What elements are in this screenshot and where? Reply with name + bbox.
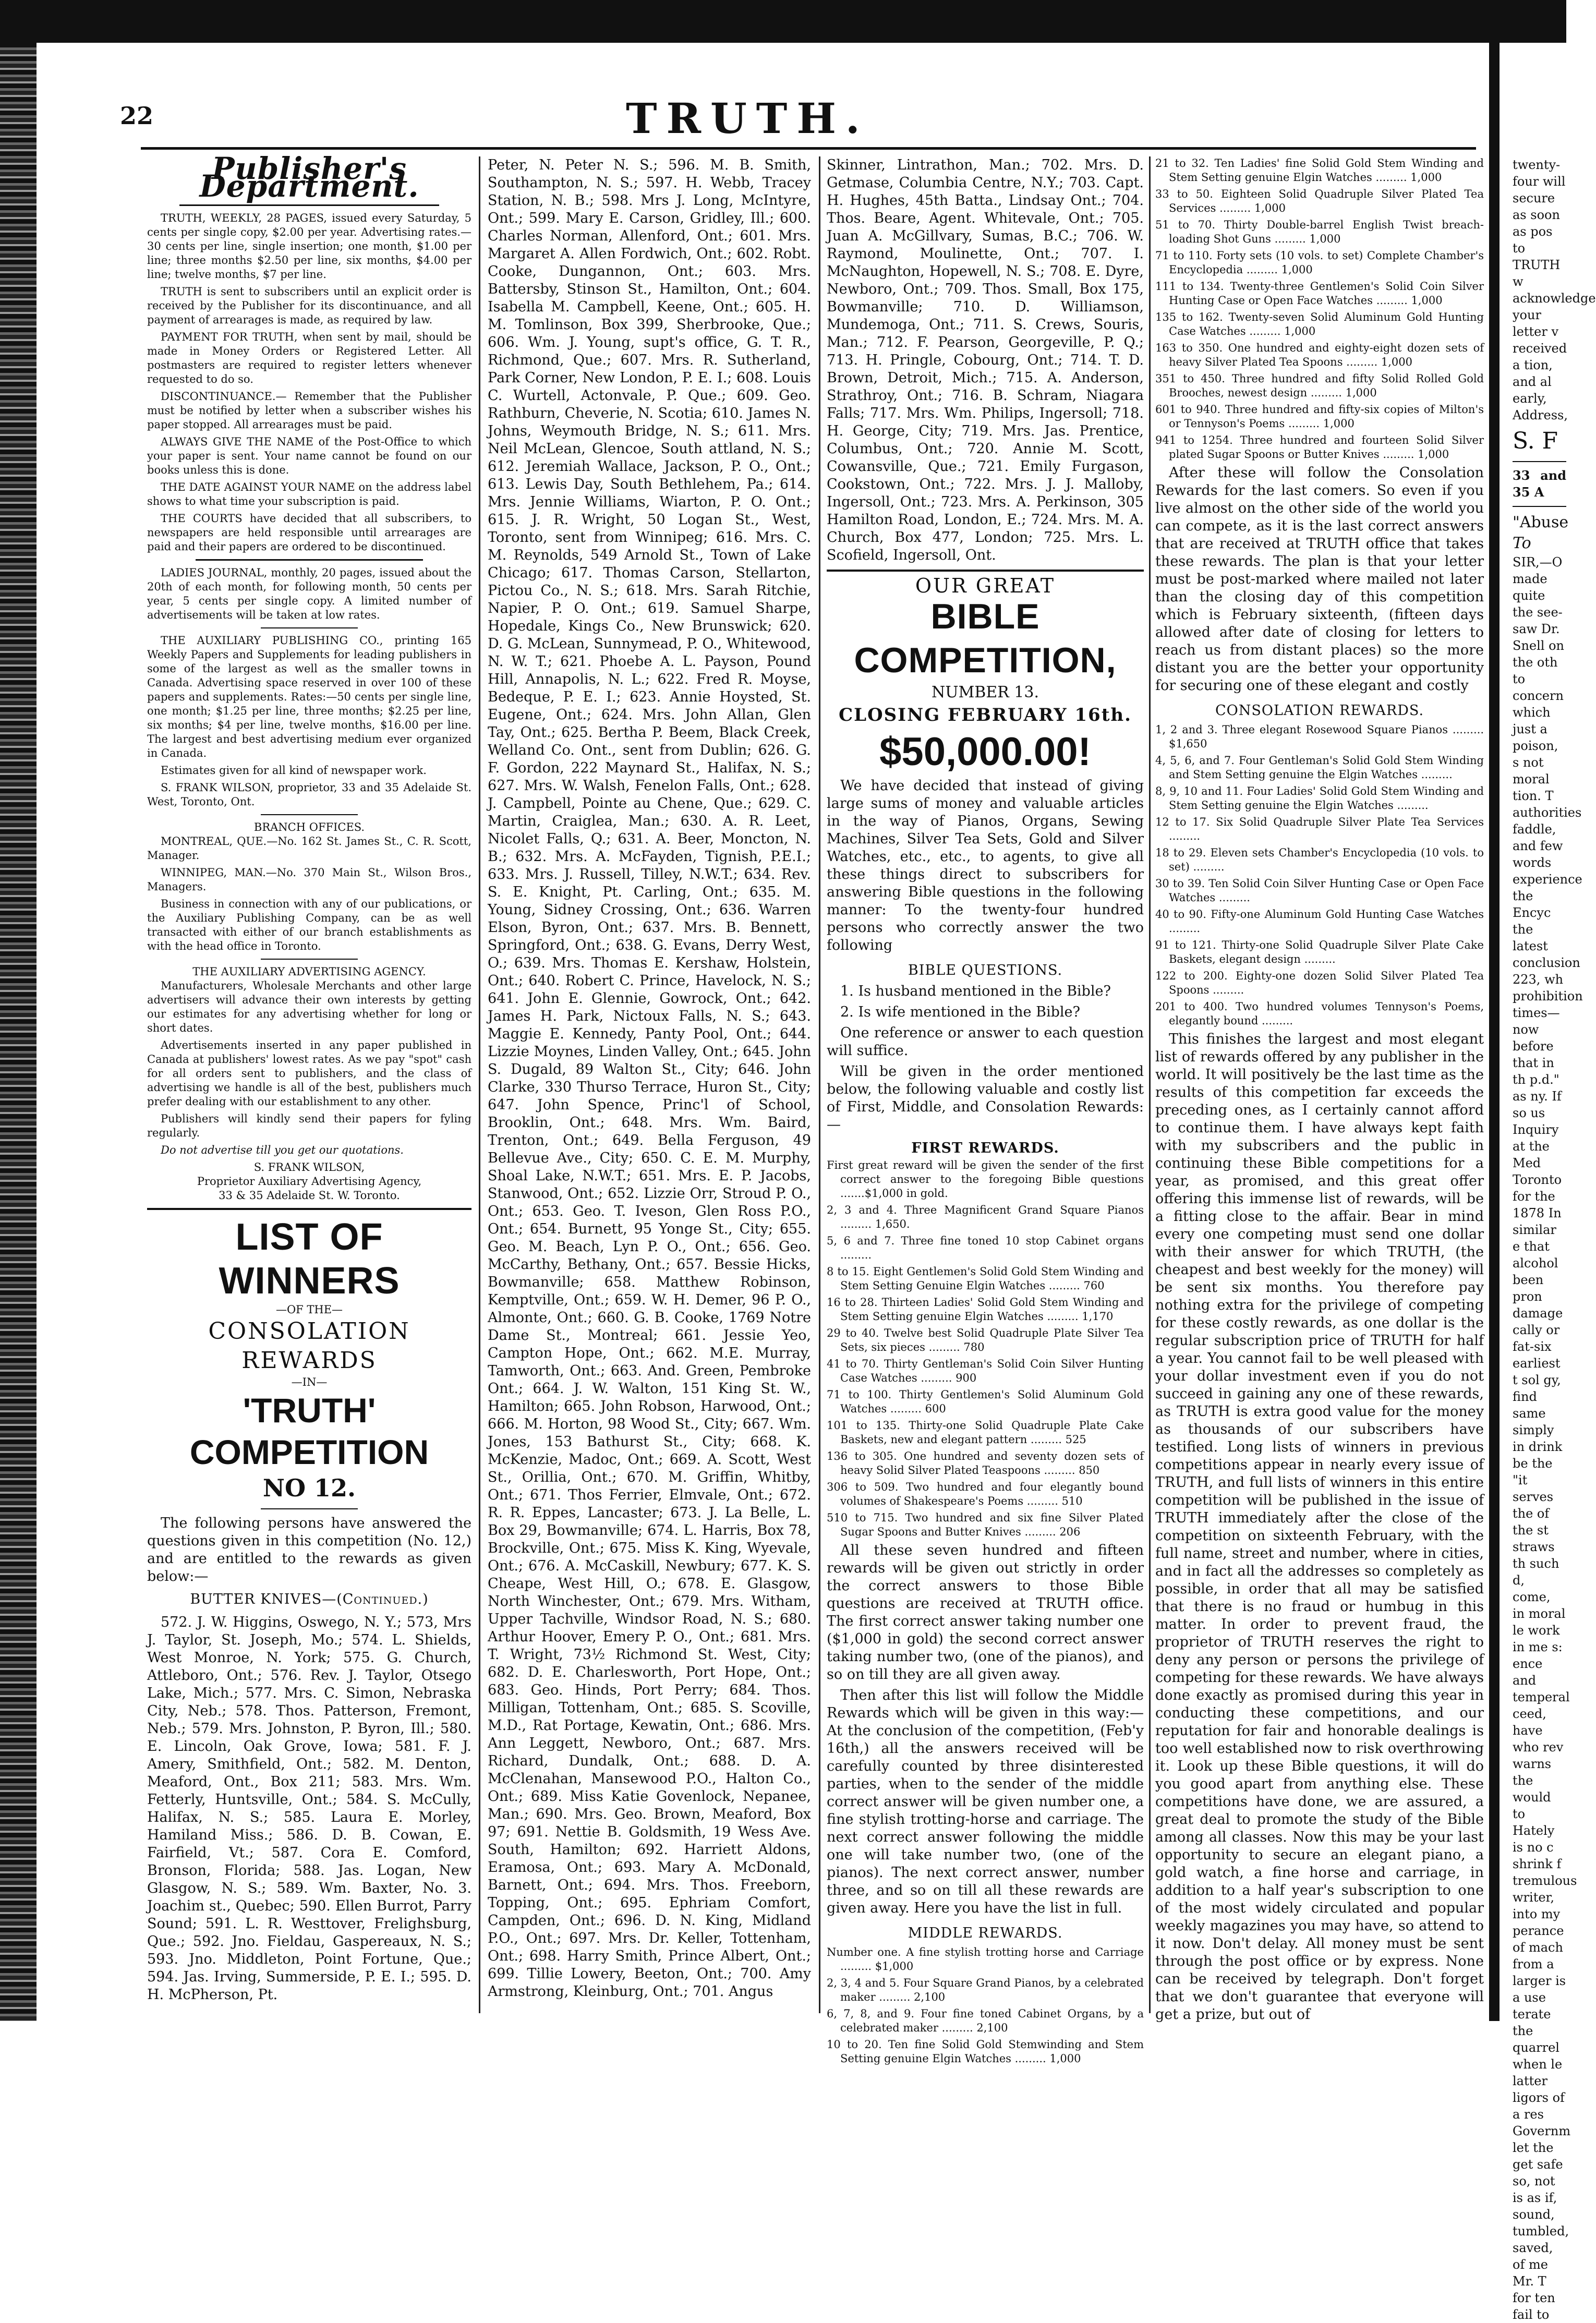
branch-business: Business in connection with any of our publications, or the Auxiliary Publishing Company, can be as well transacted with either of our branch establishments as with the head office in Toronto. [147,898,471,952]
consolation-rewards-heading: CONSOLATION REWARDS. [1215,703,1424,719]
consolation-reward-item: 12 to 17. Six Solid Quadruple Silver Plate Tea Services ......... [1155,816,1484,842]
publisher-post-office: ALWAYS GIVE THE NAME of the Post-Office to which your paper is sent. Your name cannot be found on our books unless this is done. [147,435,471,476]
bible-intro: We have decided that instead of giving large sums of money and valuable articles in the way of Pianos, Organs, Sewing Machines, Silver Tea Sets, Gold and Silver Watches, etc., etc., to agents, to give all these things direct to subscribers for answering Bible questions in the following manner: To the twenty-four hundred persons who correctly answer the two following [827,778,1144,953]
cut-off-subheading: To [1513,534,1531,552]
branch-montreal: MONTREAL, QUE.—No. 162 St. James St., C. R. Scott, Manager. [147,835,471,862]
header-rule [141,147,1476,150]
column-rewards [1155,156,1484,2023]
middle-reward-item: 33 to 50. Eighteen Solid Quadruple Silver Plated Tea Services ......... 1,000 [1155,188,1484,214]
cut-off-address: 33 and 35 A [1513,468,1566,500]
winners-of-the: —OF THE— [275,1303,343,1316]
first-reward-item: 136 to 305. One hundred and seventy dozen sets of heavy Solid Silver Plated Teaspoons ......... 850 [827,1450,1144,1477]
estimates: Estimates given for all kind of newspaper work. [161,764,427,777]
middle-reward-item: 21 to 32. Ten Ladies' fine Solid Gold Stem Winding and Stem Setting genuine Elgin Watches ......... 1,000 [1155,157,1484,184]
middle-reward-item: 71 to 110. Forty sets (10 vols. to set) Complete Chamber's Encyclopedia ......... 1,000 [1155,249,1484,276]
signature: 33 & 35 Adelaide St. W. Toronto. [219,1189,400,1202]
bible-question-2: 2. Is wife mentioned in the Bible? [840,1004,1080,1020]
consolation-reward-item: 40 to 90. Fifty-one Aluminum Gold Hunting Case Watches ......... [1155,908,1484,935]
middle-reward-item: 10 to 20. Ten fine Solid Gold Stemwinding and Stem Setting genuine Elgin Watches ......... 1,000 [827,2038,1144,2065]
consolation-reward-item: 122 to 200. Eighty-one dozen Solid Silver Plated Tea Spoons ......... [1155,970,1484,996]
publisher-heading: Publisher's Department. [199,151,419,204]
signature: S. FRANK WILSON, [253,1161,365,1173]
middle-reward-item: 941 to 1254. Three hundred and fourteen Solid Silver plated Sugar Spoons or Butter Knives ......... 1,000 [1155,434,1484,461]
signature: Proprietor Auxiliary Advertising Agency, [197,1175,422,1188]
publisher-discontinuance: DISCONTINUANCE.— Remember that the Publisher must be notified by letter when a subscriber wishes his paper stopped. All arrearages must be paid. [147,390,471,431]
winners-intro: The following persons have answered the questions given in this competition (No. 12,) and are entitled to the rewards as given below:— [147,1515,471,1584]
divider [179,204,439,206]
agency-text: Do not advertise till you get our quotations. [161,1144,404,1156]
branch-winnipeg: WINNIPEG, MAN.—No. 370 Main St., Wilson Bros., Managers. [147,866,471,893]
divider [261,1508,358,1509]
column-bible-competition [827,156,1144,2065]
bible-one-reference: One reference or answer to each question will suffice. [827,1025,1144,1059]
divider [827,570,1144,572]
winners-number: NO 12. [262,1474,356,1502]
consolation-reward-item: 201 to 400. Two hundred volumes Tennyson's Poems, elegantly bound ......... [1155,1000,1484,1027]
bible-questions-heading: BIBLE QUESTIONS. [908,962,1063,978]
auxiliary-publishing: THE AUXILIARY PUBLISHING CO., printing 165 Weekly Papers and Supplements for leading publishers in some of the largest as well as the smaller towns in Canada. Advertising space reserved in over 100 of these papers and supplements. Rates:—50 cents per single line, one month; $1.25 per line, three months; $2.25 per line, six months; $4 per line, twelve months, $16.00 per line. The largest and best advertising medium ever organized in Canada. [147,634,471,759]
cut-off-text: twenty-four will secure as soon as pos to TRUTH w acknowledge your letter v received a tion, and al early, Address, [1513,158,1596,422]
consolation-reward-item: 91 to 121. Thirty-one Solid Quadruple Silver Plate Cake Baskets, elegant design ......... [1155,939,1484,965]
consolation-intro: After these will follow the Consolation Rewards for the last comers. So even if you live almost on the other side of the world you can compete, as it is the last correct answers that are received at TRUTH office that takes these rewards. The plan is that your letter must be post-marked where mailed not later than the closing day of this competition which is February sixteenth, (fifteen days allowed after date of closing for letters to reach us from distant places) so the more distant you are the better your opportunity for securing one of these elegant and costly [1155,465,1484,694]
first-reward-item: 41 to 70. Thirty Gentleman's Solid Coin Silver Hunting Case Watches ......... 900 [827,1358,1144,1384]
winners-in: —IN— [291,1376,328,1388]
bible-question-1: 1. Is husband mentioned in the Bible? [840,983,1111,999]
prize-amount: $50,000.00! [879,730,1091,774]
closing-text: This finishes the largest and most elegant list of rewards offered by any publisher in the world. It will positively be the last time as the results of this competition far exceeds the preceding ones, as I certainly cannot afford to continue them. I have always kept faith with my subscribers and the public in continuing these Bible competitions for a year, as promised, and this great offer offering this immense list of rewards, will be a fitting close to the affair. Bear in mind every one competing must send one dollar with their answer for which TRUTH, (the cheapest and best weekly for the money) will be sent six months. You therefore pay nothing extra for the privilege of competing for these costly rewards, as one dollar is the regular subscription price of TRUTH for half a year. You cannot fail to be well pleased with your dollar investment even if you do not succeed in gaining any one of these rewards, as TRUTH is extra good value for the money as thousands of our subscribers have testified. Long lists of winners in previous competitions appear in nearly every issue of TRUTH, and full lists of winners in this entire competition will be published in the issue of TRUTH immediately after the close of the competition on sixteenth February, with the full name, street and number, where in cities, and in fact all the addresses so completely as possible, in order that all may be satisfied that there is no fraud or humbug in this matter. In order to prevent fraud, the proprietor of TRUTH reserves the right to deny any person or persons the privilege of competing for these rewards. We have always done exactly as promised during this year in conducting these competitions, and our reputation for fair and honorable dealings is too well established now to risk overthrowing it. Look up these Bible questions, it will do you good apart from anything else. These competitions have done, we are assured, a great deal to promote the study of the Bible among all classes. Now this may be your last opportunity to secure an elegant piano, a gold watch, a fine horse and carriage, in addition to a half year's subscription to one of the most widely circulated and popular weekly magazines you may have, so attend to it now. Don't delay. All money must be sent through the post office or by express. None can be received by telegraph. Don't forget that we don't guarantee that everyone will get a prize, but out of [1155,1031,1484,2023]
branch-heading: BRANCH OFFICES. [253,821,365,833]
divider [261,959,358,960]
cut-off-signature: S. F [1513,428,1558,454]
first-reward-item: 101 to 135. Thirty-one Solid Quadruple Plate Cake Baskets, new and elegant pattern ......... 525 [827,1419,1144,1446]
first-reward-item: 2, 3 and 4. Three Magnificent Grand Square Pianos ......... 1,650. [827,1204,1144,1230]
first-reward-item: 5, 6 and 7. Three fine toned 10 stop Cabinet organs ......... [827,1235,1144,1261]
consolation-reward-item: 8, 9, 10 and 11. Four Ladies' Solid Gold Stem Winding and Stem Setting genuine the Elgin Watches ......... [1155,785,1484,812]
winners-competition: 'TRUTH' COMPETITION [189,1391,429,1471]
winners-list: Peter, N. Peter N. S.; 596. M. B. Smith, Southampton, N. S.; 597. H. Webb, Tracey Station, N. B.; 598. Mrs J. Long, McIntyre, Ont.; 599. Mary E. Carson, Gridley, Ill.; 600. Charles Norman, Allenford, Ont.; 601. Mrs. Margaret A. Allen Fordwich, Ont.; 602. Robt. Cooke, Dungannon, Ont.; 603. Mrs. Battersby, Stinson St., Hamilton, Ont.; 604. Isabella M. Campbell, Keene, Ont.; 605. H. M. Tomlinson, Box 399, Sherbrooke, Que.; 606. Wm. J. Young, supt's office, G. T. R., Richmond, Que.; 607. Mrs. R. Sutherland, Park Corner, New London, P. E. I.; 608. Louis C. Wurtell, Actonvale, P. Que.; 609. Geo. Rathburn, Cheverie, N. Scotia; 610. James N. Johns, Weymouth Bridge, N. S.; 611. Mrs. Neil McLean, Glencoe, South attland, N. S.; 612. Jeremiah Wallace, Jackson, P. O., Ont.; 613. Lewis Day, South Bethlehem, Pa.; 614. Mrs. Jennie Williams, Wiarton, P. O. Ont.; 615. J. R. Wright, 50 Logan St., West, Toronto, sent from Winnipeg; 616. Mrs. C. M. Reynolds, 549 Arnold St., Town of Lake Chicago; 617. Thomas Carson, Stellarton, Pictou Co., N. S.; 618. Mrs. Sarah Ritchie, Napier, P. O. Ont.; 619. Samuel Sharpe, Hopedale, Kings Co., New Brunswick; 620. D. G. McLean, Sunnymead, P. O., Whitewood, N. W. T.; 621. Phoebe A. L. Payson, Pound Hill, Annapolis, N. L.; 622. Fred R. Moyse, Bedeque, P. E. I.; 623. Annie Hoysted, St. Eugene, Ont.; 624. Mrs. John Allan, Glen Tay, Ont.; 625. Bertha P. Beem, Black Creek, Welland Co. Ont., sent from Dublin; 626. G. F. Gordon, 222 Maynard St., Halifax, N. S.; 627. Mrs. W. Walsh, Fenelon Falls, Ont.; 628. J. Campbell, Pointe au Chene, Que.; 629. C. Martin, Craiglea, Man.; 630. A. R. Leet, Nicolet Falls, Q.; 631. A. Beer, Moncton, N. B.; 632. Mrs. A. McFayden, Tignish, P.E.I.; 633. Mrs. J. Russell, Tilley, N.W.T.; 634. Rev. S. E. Knight, Pt. Carling, Ont.; 635. M. Young, Sidney Crossing, Ont.; 636. Warren Elson, Byron, Ont.; 637. Mrs. B. Bennett, Springford, Ont.; 638. G. Evans, Derry West, O.; 639. Mrs. Thomas E. Kershaw, Holstein, Ont.; 640. Robert C. Prince, Havelock, N. S.; 641. John E. Glennie, Gowrock, Ont.; 642. James H. Park, Nictoux Falls, N. S.; 643. Maggie E. Kennedy, Panty Pool, Ont.; 644. Lizzie Moynes, Linden Valley, Ont.; 645. John S. Dugald, 89 Walton St., City; 646. John Clarke, 330 Thurso Terrace, Huron St., City; 647. John Spence, Princ'l of School, Brooklin, Ont.; 648. Mrs. Wm. Baird, Trenton, Ont.; 649. Bella Ferguson, 49 Bellevue Ave., City; 650. C. E. M. Murphy, Shoal Lake, N.W.T.; 651. Mrs. E. P. Jacobs, Stanwood, Ont.; 652. Lizzie Orr, Stroud P. O., Ont.; 653. Geo. T. Iveson, Glen Ross P.O., Ont.; 654. Burnett, 95 Yonge St., City; 655. Geo. M. Beach, Lyn P. O., Ont.; 656. Geo. McCarthy, Bethany, Ont.; 657. Bessie Hicks, Bowmanville; 658. Matthew Robinson, Kemptville, Ont.; 659. W. H. Demer, 96 P. O., Almonte, Ont.; 660. G. B. Cooke, 1769 Notre Dame St., Montreal; 661. Jessie Yeo, Campton Hope, Ont.; 662. M.E. Murray, Tamworth, Ont.; 663. And. Green, Pembroke Ont.; 664. J. W. Walton, 151 King St. W., Hamilton; 665. John Robson, Harwood, Ont.; 666. M. Horton, 98 Wood St., City; 667. Wm. Jones, 153 Bathurst St., City; 668. K. McKenzie, Madoc, Ont.; 669. A. Scott, West St., Orillia, Ont.; 670. M. Griffin, Whitby, Ont.; 671. Thos Ferrier, Elmvale, Ont.; 672. R. R. Eppes, Lancaster; 673. J. La Belle, L. Box 29, Bowmanville; 674. L. Harris, Box 78, Brockville, Ont.; 675. Miss K. King, Wyevale, Ont.; 676. A. McCaskill, Newbury; 677. K. S. Cheape, West Hill, O.; 678. E. Glasgow, North Winchester, Ont.; 679. Mrs. Witham, Upper Tachville, Windsor Road, N. S.; 680. Arthur Hoover, Emery P. O., Ont.; 681. Mrs. T. Wright, 73½ Richmond St. West, City; 682. D. E. Charlesworth, Port Hope, Ont.; 683. Geo. Hinds, Port Perry; 684. Thos. Milligan, Tottenham, Ont.; 685. S. Scoville, M.D., Rat Portage, Kewatin, Ont.; 686. Mrs. Ann Leggett, Newboro, Ont.; 687. Mrs. Richard, Dundalk, Ont.; 688. D. A. McClenahan, Mansewood P.O., Halton Co., Ont.; 689. Miss Katie Govenlock, Nepanee, Man.; 690. Mrs. Geo. Brown, Meaford, Box 97; 691. Nettie B. Goldsmith, 19 Wess Ave. South, Hamilton; 692. Harriett Aldons, Eramosa, Ont.; 693. Mary A. McDonald, Barnett, Ont.; 694. Mrs. Thos. Freeborn, Topping, Ont.; 695. Ephriam Comfort, Campden, Ont.; 696. D. N. King, Midland P.O., Ont.; 697. Mrs. Dr. Keller, Tottenham, Ont.; 698. Harry Smith, Prince Albert, Ont.; 699. Tillie Lowery, Beeton, Ont.; 700. Amy Armstrong, Kleinburg, Ont.; 701. Angus [488,157,811,2000]
consolation-reward-item: 4, 5, 6, and 7. Four Gentleman's Solid Gold Stem Winding and Stem Setting genuine the Elgin Watches ......... [1155,754,1484,781]
middle-reward-item: 111 to 134. Twenty-three Gentlemen's Solid Coin Silver Hunting Case or Open Face Watches ......... 1,000 [1155,280,1484,307]
page-number: 22 [120,102,154,130]
column-rule [1149,156,1151,2013]
column-divider-gutter [1489,43,1500,2021]
masthead-title: TRUTH. [626,94,869,143]
column-rule [819,156,820,2013]
scan-left-binding [0,43,37,2021]
divider [1513,506,1566,507]
first-reward-item: 29 to 40. Twelve best Solid Quadruple Plate Silver Tea Sets, six pieces ......... 780 [827,1327,1144,1353]
first-rewards-heading: FIRST REWARDS. [911,1140,1059,1156]
bible-closing: CLOSING FEBRUARY 16th. [839,705,1132,725]
winners-consolation: CONSOLATION REWARDS [208,1318,410,1374]
publisher-payment: PAYMENT FOR TRUTH, when sent by mail, should be made in Money Orders or Registered Letter. All postmasters are required to register letters whenever requested to do so. [147,331,471,385]
agency-text: Advertisements inserted in any paper published in Canada at publishers' lowest rates. As we pay "spot" cash for all orders sent to publishers, and the class of advertising we handle is all of the best, publishers much prefer dealing with our establishment to any other. [147,1039,471,1108]
middle-reward-item: 601 to 940. Three hundred and fifty-six copies of Milton's or Tennyson's Poems ......... 1,000 [1155,403,1484,430]
divider [1513,461,1566,462]
middle-reward-item: 351 to 450. Three hundred and fifty Solid Rolled Gold Brooches, newest design ......... 1,000 [1155,372,1484,399]
first-reward-item: 16 to 28. Thirteen Ladies' Solid Gold Stem Winding and Stem Setting genuine Elgin Watches ......... 1,170 [827,1296,1144,1323]
column-winners [488,156,811,2013]
column-publisher [147,151,471,2013]
agency-text: Manufacturers, Wholesale Merchants and other large advertisers will advance their own interests by getting our estimates for any advertising whether for long or short dates. [147,979,471,1034]
bible-rewards-intro: Will be given in the order mentioned below, the following valuable and costly list of First, Middle, and Consolation Rewards:— [827,1063,1144,1133]
our-great: OUR GREAT [915,574,1056,597]
winners-list: 572. J. W. Higgins, Oswego, N. Y.; 573, Mrs J. Taylor, St. Joseph, Mo.; 574. L. Shields, West Monroe, N. York; 575. G. Church, Attleboro, Ont.; 576. Rev. J. Taylor, Otsego Lake, Mich.; 577. Mrs. C. Simon, Nebraska City, Neb.; 578. Thos. Patterson, Fremont, Neb.; 579. Mrs. Johnston, P. Byron, Ill.; 580. E. Lincoln, Oak Grove, Iowa; 581. F. J. Amery, Smithfield, Ont.; 582. M. Denton, Meaford, Ont., Box 211; 583. Mrs. Wm. Fetterly, Huntsville, Ont.; 584. S. McCully, Halifax, N. S.; 585. Laura E. Morley, Hamiland Miss.; 586. D. B. Cowan, E. Fairfield, Vt.; 587. Cora E. Comford, Bronson, Florida; 588. Jas. Logan, New Glasgow, N. S.; 589. Wm. Baxter, No. 3. Joachim st., Quebec; 590. Ellen Burrot, Parry Sound; 591. L. R. Westtover, Frelighsburg, Que.; 592. Jno. Fieldau, Gaspereaux, N. S.; 593. Jno. Middleton, Point Fortune, Que.; 594. Jas. Irving, Summerside, P. E. I.; 595. D. H. McPherson, Pt. [147,1614,471,2003]
bible-number: NUMBER 13. [931,683,1039,701]
cut-off-heading: "Abuse [1513,513,1569,531]
middle-reward-item: 163 to 350. One hundred and eighty-eight dozen sets of heavy Silver Plated Tea Spoons ......... 1,000 [1155,342,1484,368]
middle-reward-item: 51 to 70. Thirty Double-barrel English Twist breach-loading Shot Guns ......... 1,000 [1155,219,1484,245]
scan-top-border [0,0,1566,43]
consolation-reward-item: 30 to 39. Ten Solid Coin Silver Hunting Case or Open Face Watches ......... [1155,877,1484,904]
column-rule [479,156,480,2013]
publisher-date: THE DATE AGAINST YOUR NAME on the address label shows to what time your subscription is paid. [147,481,471,507]
first-reward-item: 71 to 100. Thirty Gentlemen's Solid Aluminum Gold Watches ......... 600 [827,1388,1144,1415]
proprietor: S. FRANK WILSON, proprietor, 33 and 35 Adelaide St. West, Toronto, Ont. [147,781,471,808]
middle-reward-item: 135 to 162. Twenty-seven Solid Aluminum Gold Hunting Case Watches ......... 1,000 [1155,311,1484,337]
first-reward-item: 510 to 715. Two hundred and six fine Silver Plated Sugar Spoons and Butter Knives ......... 206 [827,1511,1144,1538]
divider [261,627,358,628]
middle-reward-item: 6, 7, 8, and 9. Four fine toned Cabinet Organs, by a celebrated maker ......... 2,100 [827,2007,1144,2034]
divider [147,1208,471,1210]
bible-competition-title: BIBLE COMPETITION, [854,597,1117,680]
agency-heading: THE AUXILIARY ADVERTISING AGENCY. [192,965,426,978]
first-reward-item: First great reward will be given the sender of the first correct answer to the foregoing Bible questions .......$1,000 in gold. [827,1159,1144,1200]
first-reward-item: 8 to 15. Eight Gentlemen's Solid Gold Stem Winding and Stem Setting Genuine Elgin Watches ......... 760 [827,1265,1144,1292]
publisher-subscription: TRUTH is sent to subscribers until an explicit order is received by the Publisher for its discontinuance, and all payment of arrearages is made, as required by law. [147,285,471,326]
agency-text: Publishers will kindly send their papers for fyling regularly. [147,1112,471,1139]
winners-title: LIST OF WINNERS [219,1216,400,1302]
divider [261,814,358,815]
middle-reward-item: Number one. A fine stylish trotting horse and Carriage ......... $1,000 [827,1946,1144,1973]
consolation-reward-item: 1, 2 and 3. Three elegant Rosewood Square Pianos ......... $1,650 [1155,723,1484,750]
butter-knives-heading: BUTTER KNIVES—(Continued.) [190,1591,429,1607]
middle-rewards-intro: Then after this list will follow the Middle Rewards which will be given in this way:—At the conclusion of the competition, (Feb'y 16th,) all the answers received will be carefully counted by three disinterested parties, when to the sender of the middle correct answer will be given number one, a fine stylish trotting-horse and carriage. The next correct answer following the middle one will take number two, (one of the pianos). The next correct answer, number three, and so on till all these rewards are given away. Here you have the list in full. [827,1687,1144,1916]
divider [196,559,422,561]
publisher-courts: THE COURTS have decided that all subscribers, to newspapers are held responsible until arrearages are paid and their papers are ordered to be discontinued. [147,512,471,553]
consolation-reward-item: 18 to 29. Eleven sets Chamber's Encyclopedia (10 vols. to set) ......... [1155,846,1484,873]
cut-off-letter: SIR,—O made quite the see-saw Dr. Snell on the oth to concern which just a poison, s not moral tion. T authorities faddle, and few words experience the Encyc the latest conclusion 223, wh prohibition times— now before that in th p.d." as ny. If so us Inquiry at the Med Toronto for the 1878 In similar e that alcohol been pron damage cally or fat-six earliest t sol gy, find same simply in drink be the "it serves the of the st straws th such d, come, in moral le work in me s: ence and temperal ceed, have who rev warns the would to Hately is no c shrink f tremulous writer, into my perance of mach from a larger is a use terate the quarrel when le latter ligors of a res Governm let the get safe so, not is as if, sound, tumbled, saved, of me Mr. T for ten fail to [1513,555,1583,2322]
publisher-terms: TRUTH, WEEKLY, 28 PAGES, issued every Saturday, 5 cents per single copy, $2.00 per year. Advertising rates.— 30 cents per line, single insertion; one month, $1.00 per line; three months $2.50 per line, six months, $4.00 per line; twelve months, $7 per line. [147,212,471,281]
seven-hundred-rewards: All these seven hundred and fifteen rewards will be given out strictly in order the correct answers to those Bible questions are received at TRUTH office. The first correct answer taking number one ($1,000 in gold) the second correct answer taking number two, (one of the pianos), and so on till they are all given away. [827,1542,1144,1683]
winners-list: Skinner, Lintrathon, Man.; 702. Mrs. D. Getmase, Columbia Centre, N.Y.; 703. Capt. H. Hughes, 45th Batta., Lindsay Ont.; 704. Thos. Beare, Agent. Whitevale, Ont.; 705. Juan A. McGillvary, Sumas, B.C.; 706. W. Raymond, Moulinette, Ont.; 707. I. McNaughton, Hopewell, N. S.; 708. E. Dyre, Newboro, Ont.; 709. Thos. Small, Box 175, Bowmanville; 710. D. Williamson, Mundemoga, Ont.; 711. S. Crews, Souris, Man.; 712. F. Pearson, Georgeville, P. Q.; 713. H. Pringle, Cobourg, Ont.; 714. T. D. Brown, Detroit, Mich.; 715. A. Anderson, Strathroy, Ont.; 716. B. Schram, Niagara Falls; 717. Mrs. Wm. Philips, Ingersoll; 718. H. George, City; 719. Mrs. Jas. Prentice, Columbus, Ont.; 720. Annie M. Scott, Cowansville, Que.; 721. Emily Furgason, Cookstown, Ont.; 722. Mrs. J. J. Malloby, Ingersoll, Ont.; 723. Mrs. A. Perkinson, 305 Hamilton Road, London, E.; 724. Mrs. M. A. Church, Box 477, London; 725. Mrs. L. Scofield, Ingersoll, Ont. [827,157,1144,563]
column-cut-off [1513,156,1596,2322]
middle-reward-item: 2, 3, 4 and 5. Four Square Grand Pianos, by a celebrated maker ......... 2,100 [827,1977,1144,2003]
ladies-journal: LADIES JOURNAL, monthly, 20 pages, issued about the 20th of each month, for following month, 50 cents per year, 5 cents per single copy. A limited number of advertisements will be taken at low rates. [147,566,471,621]
middle-rewards-heading: MIDDLE REWARDS. [908,1925,1063,1941]
first-reward-item: 306 to 509. Two hundred and four elegantly bound volumes of Shakespeare's Poems ......... 510 [827,1481,1144,1507]
